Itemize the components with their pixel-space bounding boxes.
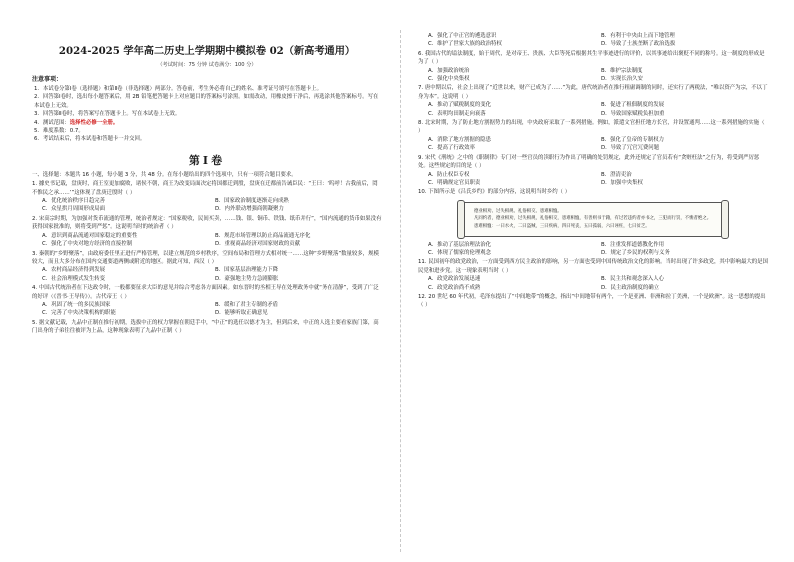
question-stem: 4. 中国古代统治者在下达政令时，一般都要征求大臣的意见并综合考虑各方面因素。如东晋时的丞相王导在处理政务中就“务在清静”，受到了广泛的好评（《晋书·王导传》）。古代帝王（ ） [32, 285, 379, 300]
option: B．规范市场管理以防止商品流通无序化 [215, 232, 311, 239]
question-stem: 9. 宋代《刑统》之中的《职制律》专门对一些官员的渎职行为作出了明确的处罚规定，此外还规定了官员若有“贪赃枉法”之行为，将受到严厉惩处。这些规定的目的是（ ） [418, 154, 760, 170]
option: B．澄清吏治 [601, 171, 632, 178]
question-options [418, 32, 768, 49]
option: D．内外联动增强商朝凝聚力 [215, 206, 284, 213]
question-stem: 3. 秦朝的“乡野聚落”，由政府委任里正进行严格管理，以建立规范的乡村秩序，空间布局和管理方式相对统一……这种“乡野聚落”数量较多，规模较大，而且大多分布在国内交通要道两侧或附近的地区。据此可知，西汉（ ） [32, 250, 379, 265]
question-options [32, 266, 382, 283]
option: B．有利于中央由上而下地管理 [601, 33, 675, 39]
option: B．缓和了君主专制的矛盾 [215, 301, 278, 308]
option: A．意识到商品流通对国家稳定的重要性 [42, 232, 138, 239]
option: D．导致国家赋税负担加重 [601, 110, 665, 117]
exam-subtitle: （考试时间：75 分钟 试卷满分：100 分） [157, 62, 257, 68]
question-options [32, 232, 382, 249]
option: A．加强政治统治 [428, 67, 470, 74]
option: B．维护宗法制度 [601, 67, 643, 74]
option: A．消除了地方割据的隐患 [428, 136, 491, 143]
note-item: 1．本试卷分第Ⅰ卷（选择题）和第Ⅱ卷（非选择题）两部分。答卷前，考生务必将自己的姓名、准考证号填写在答题卡上。 [34, 86, 322, 92]
column-divider [400, 30, 401, 552]
note-item: 3．回答第Ⅱ卷时，将答案写在答题卡上。写在本试卷上无效。 [34, 111, 181, 118]
option: B．国家基层治理能力下降 [215, 267, 278, 274]
question-stem: 11. 民国初年的政党政治，一方面受到西方民主政治的影响，另一方面也受到中国传统政治文化的影响。当时出现了许多政党，其中影响最大的是国民党和进步党。这一现象表明当时（ ） [418, 259, 768, 274]
right-column [418, 32, 768, 552]
question-stem: 12. 20 世纪 60 年代初，毛泽东提出了“中间地带”的概念，指出“中间地带有两个，一个是亚洲、非洲和拉丁美洲，一个是欧洲”。这一思想的提出（ ） [418, 293, 766, 309]
option: A．巩固了统一的多民族国家 [42, 301, 111, 308]
option: C．提高了行政效率 [428, 145, 475, 152]
option: C．明确规定官员职责 [428, 179, 481, 186]
question-options [418, 67, 768, 84]
option: D．重视商品经济对国家财政的贡献 [215, 241, 301, 248]
exam-title: 2024-2025 学年高二历史上学期期中模拟卷 02（新高考通用） [58, 45, 356, 57]
question-stem: 5. 据文献记载，九品中正制在推行初期，选拔中正的权力掌握在朝廷手中，“中正”的选任以德才为主，但到后来，中正的人选主要看家族门第，高门出身的子弟往往被评为上品，这种现象表明了九品中正制（ ） [32, 319, 379, 335]
option: A．强化了中正官的遴选意识 [428, 33, 497, 39]
question-options [32, 301, 382, 318]
question-stem: 1. 據史书记载，盘庚时，商王室更加腐败，诸侯不朝，商王为改变局面决定将国都迁到殷，盘庚在迁都前告诫臣民：“王曰：‘呜呼！古我前后，罔不惟民之承……’”这体现了盘庚迁殷时（ ） [32, 181, 378, 196]
option: B．促进了租佃制度的发展 [601, 102, 664, 109]
question-options [32, 197, 382, 214]
question-stem: 7. 唐中期以后，社会上出现了“近世以来，财产已成为了……”为此，唐代统治者在推行租庸调制的同时，还实行了两税法，“唯以资产为宗，不以丁身为本”。这说明（ ） [418, 85, 768, 100]
scroll-line: 德业相劝、过失相规、礼俗相交、患难相恤。 [474, 208, 562, 214]
note-item: 6．考试结束后，将本试卷和答题卡一并交回。 [34, 136, 146, 143]
option: A．政党政治发展迅速 [428, 276, 481, 283]
option: D．能够听取正确意见 [215, 310, 268, 317]
note-item: 5．难度系数：0.7。 [34, 128, 84, 135]
question-options [418, 241, 768, 258]
question-options [418, 171, 768, 188]
option: C．维护了世家大族的政治特权 [428, 41, 502, 48]
question-stem: 8. 北宋时期，为了防止地方割据势力的出现，中央政府采取了一系列措施。例如，派遣文官担任地方长官，并设置通判……这一系列措施的实施（ ） [418, 120, 765, 135]
option: D．规定了乡民的权利与义务 [601, 249, 670, 256]
option: D．导致了士族垄断了政治选拔 [601, 41, 676, 48]
option: C．众星拱月周围形成局面 [42, 206, 106, 213]
option: D．实现长治久安 [601, 76, 643, 83]
option: B．强化了皇帝的专制权力 [601, 136, 664, 143]
question-options [418, 101, 768, 118]
section-intro: 一、选择题：本题共 16 小题，每小题 3 分，共 48 分。在每小题给出的四个选项中，只有一项符合题目要求。 [32, 171, 297, 178]
volume-title: 第Ⅰ卷 [188, 153, 226, 167]
note-item [34, 119, 382, 127]
option: A．农村商品经济得到发展 [42, 267, 105, 274]
left-column [32, 32, 382, 552]
option: D．豪强地主势力急剧膨胀 [215, 275, 279, 282]
scroll-text-box [461, 202, 725, 237]
option: B．民主共和观念深入人心 [601, 276, 664, 283]
note-item: 2．回答第Ⅰ卷时，选出每小题答案后，用 2B 铅笔把答题卡上对应题目的答案标号涂黑。如需改动，用橡皮擦干净后，再选涂其他答案标号。写在本试卷上无效。 [34, 94, 379, 109]
question-options [418, 136, 768, 153]
scroll-line: 患难相恤：一曰水火，二曰盗贼，三曰疾病，四曰死丧，五曰孤弱，六曰诬枉，七曰贫乏。 [474, 223, 650, 229]
scroll-figure [418, 202, 768, 237]
option: C．体现了儒家的伦理观念 [428, 249, 492, 256]
option: B．注重发挥道德教化作用 [601, 241, 664, 248]
option: B．国家政治制度逐渐走向成熟 [215, 198, 289, 205]
option: C．社会治理模式发生转变 [42, 275, 106, 282]
question-stem: 2. 宋高宗时期，为加强对货币流通的管理，统治者规定：“国家税收，民间买卖，……钱、银、铜币、铁钱、纸币并行”，“国内流通的货币如果没有获得国家批准的，则将受到严惩”。这说明当时的统治者（ ） [32, 215, 382, 231]
option: A．推动了基层治理法治化 [428, 241, 491, 248]
option: D．民主政治制度的确立 [601, 284, 660, 291]
question-stem: 10. 下图所示是《吕氏乡约》的部分内容，这说明当时乡约（ ） [418, 189, 571, 196]
option: D．加强中央集权 [601, 179, 643, 186]
scroll-line: 凡同约者，德业相劝，过失相规，礼俗相交，患难相恤，有善则书于籍，有过若违约者亦书之，三犯而行罚，不悛者绝之。 [474, 216, 712, 222]
option: C．强化中央集权 [428, 76, 470, 83]
option: C．政党政治尚不成熟 [428, 284, 481, 291]
option: C．完善了中央决策机构的职能 [42, 310, 116, 317]
note-scope-label: 4．测试范围： [34, 119, 70, 126]
option: A．防止权臣专权 [428, 171, 470, 178]
option: C．强化了中央对地方经济的直接控制 [42, 241, 133, 248]
notes-heading: 注意事项： [32, 76, 63, 83]
option: A．优化统治秩序日趋完善 [42, 198, 105, 205]
question-stem: 6. 我国古代的谥法制度，始于周代，是对帝王、贵族、大臣等死后根据其生平事迹进行的评价，以其事迹给出褒贬不同的称号。这一制度的形成是为了（ ） [418, 50, 765, 66]
note-scope-value: 选择性必修一全册。 [69, 119, 119, 126]
option: C．表明均田制走向衰落 [428, 110, 486, 117]
question-options [418, 275, 768, 292]
option: A．推动了赋税制度的变化 [428, 102, 491, 109]
option: D．导致了冗官冗费问题 [601, 145, 660, 152]
